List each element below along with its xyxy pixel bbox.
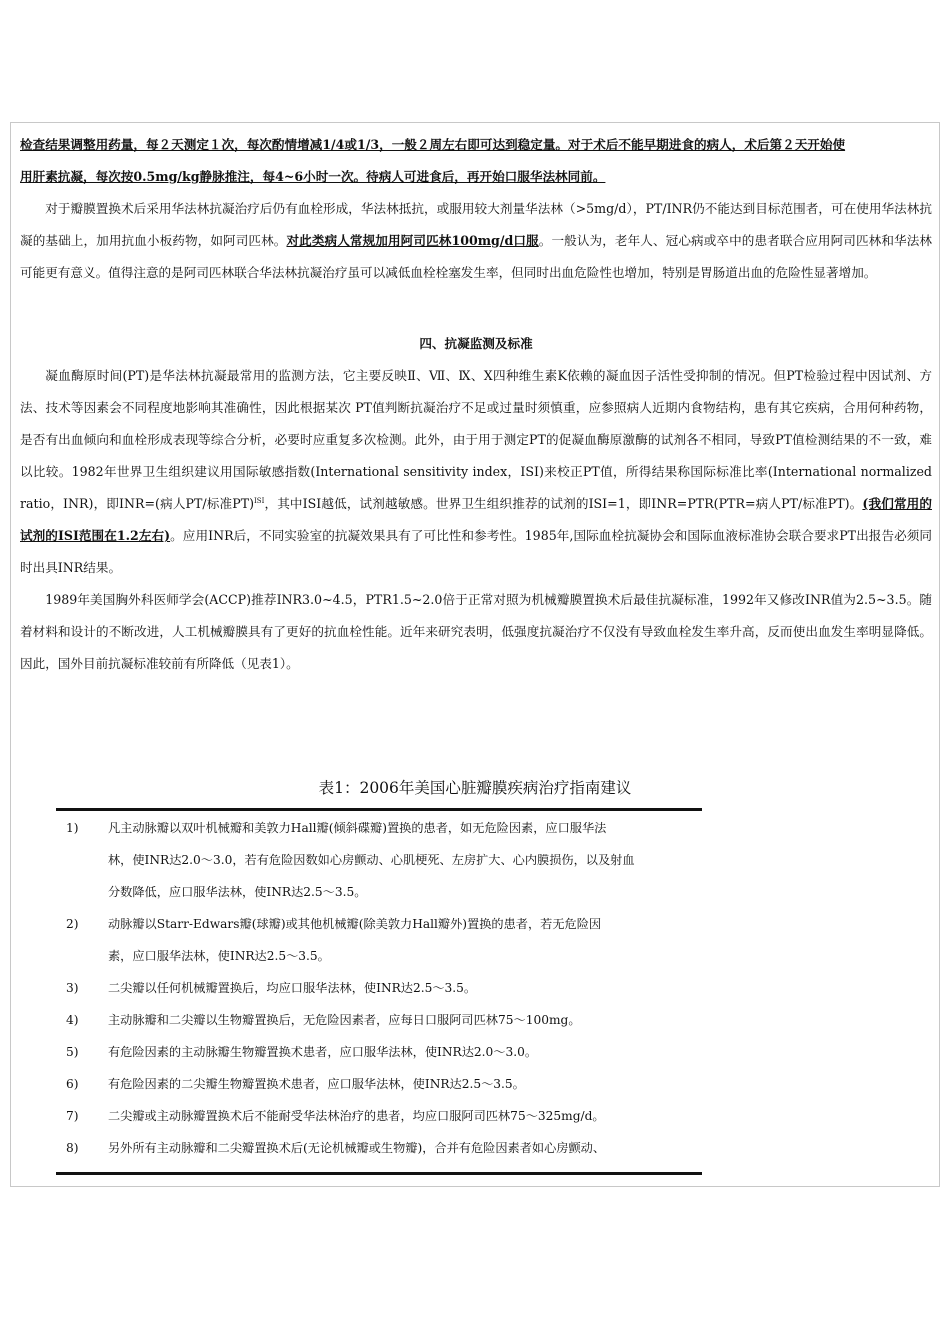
row-text: 有危险因素的二尖瓣生物瓣置换术患者，应口服华法林，使INR达2.5～3.5。 — [108, 1077, 525, 1091]
row-number: 5) — [66, 1045, 79, 1059]
table-row — [66, 1036, 696, 1068]
dosage-line-1: 检查结果调整用药量，每２天测定１次，每次酌情增减1/4或1/3，一般２周左右即可达到稳定量。对于术后不能早期进食的病人，术后第２天开始使 — [20, 137, 846, 152]
row-text: 主动脉瓣和二尖瓣以生物瓣置换后，无危险因素者，应每日口服阿司匹林75～100mg。 — [108, 1013, 581, 1027]
paragraph-accp-standard: 1989年美国胸外科医师学会(ACCP)推荐INR3.0~4.5，PTR1.5~2.0倍于正常对照为机械瓣膜置换术后最佳抗凝标准，1992年又修改INR值为2.5~3.5。随着材料和设计的不断改进，人工机械瓣膜具有了更好的抗血栓性能。近年来研究表明，低强度抗凝治疗不仅没有导致血栓发生率升高，反而使出血发生率明显降低。因此，国外目前抗凝标准较前有所降低（见表1）。 — [20, 592, 932, 671]
section-heading: 四、抗凝监测及标准 — [419, 336, 533, 351]
table-row — [66, 908, 696, 972]
row-number: 2) — [66, 917, 79, 931]
table-row — [66, 1132, 696, 1164]
paragraph-dosage-adjustment — [20, 129, 932, 193]
pt-text-end: 。应用INR后，不同实验室的抗凝效果具有了可比性和参考性。1985年,国际血栓抗凝协会和国际血液标准协会联合要求PT出报告必须同时出具INR结果。 — [20, 528, 932, 575]
paragraph-warfarin-resistance — [20, 193, 932, 289]
row-text: 另外所有主动脉瓣和二尖瓣置换术后(无论机械瓣或生物瓣)，合并有危险因素者如心房颤动、 — [108, 1141, 606, 1155]
row-number: 7) — [66, 1109, 79, 1123]
table-row — [66, 812, 696, 908]
row-number: 3) — [66, 981, 79, 995]
row-text: 动脉瓣以Starr-Edwars瓣(球瓣)或其他机械瓣(除美敦力Hall瓣外)置换的患者，若无危险因 — [108, 917, 602, 931]
isi-superscript: ISI — [254, 496, 265, 505]
paragraph-pt-monitoring — [20, 360, 932, 584]
row-number: 6) — [66, 1077, 79, 1091]
resistance-text-cont: 。一般认为，老年人、冠心病或卒中的患者联合应用阿司匹林和华法林可能更有意义。值得注意的是阿司匹林联合华法林抗凝治疗虽可以减低血栓栓塞发生率，但同时出血危险性也增加，特别是胃肠道出血的危险性显著增加。 — [20, 233, 933, 280]
row-text-cont: 分数降低，应口服华法林，使INR达2.5～3.5。 — [108, 885, 367, 899]
row-text: 二尖瓣以任何机械瓣置换后，均应口服华法林，使INR达2.5～3.5。 — [108, 981, 477, 995]
row-number: 4) — [66, 1013, 79, 1027]
row-text-cont: 素，应口服华法林，使INR达2.5～3.5。 — [108, 949, 330, 963]
table-row — [66, 1068, 696, 1100]
row-text: 有危险因素的主动脉瓣生物瓣置换术患者，应口服华法林，使INR达2.0～3.0。 — [108, 1045, 538, 1059]
row-number: 8) — [66, 1141, 79, 1155]
row-text: 凡主动脉瓣以双叶机械瓣和美敦力Hall瓣(倾斜碟瓣)置换的患者，如无危险因素，应口服华法 — [108, 821, 607, 835]
resistance-text: 对于瓣膜置换术后采用华法林抗凝治疗后仍有血栓形成，华法林抵抗，或服用较大剂量华法林（>5mg/d），PT/INR仍不能达到目标范围者，可在使用华法林抗凝的基础上，加用抗血小板药物，如阿司匹林。 — [20, 201, 932, 248]
table-title: 表1：2006年美国心脏瓣膜疾病治疗指南建议 — [318, 779, 632, 797]
aspirin-emphasis: 对此类病人常规加用阿司匹林100mg/d口服 — [286, 233, 539, 248]
table-row — [66, 972, 696, 1004]
table-bottom-rule — [56, 1172, 702, 1175]
pt-text: 凝血酶原时间(PT)是华法林抗凝最常用的监测方法，它主要反映Ⅱ、Ⅶ、Ⅸ、Ⅹ四种维生素K依赖的凝血因子活性受抑制的情况。但PT检验过程中因试剂、方法、技术等因素会不同程度地影响其准确性，因此根据某次 PT值判断抗凝治疗不足或过量时须慎重，应参照病人近期内食物结构，患有其它疾病，合用何种药物，是否有出血倾向和血栓形成表现等综合分析，必要时应重复多次检测。此外，由于用于测定PT的促凝血酶原激酶的试剂各不相同，导致PT值检测结果的不一致，难以比较。1982年世界卫生组织建议用国际敏感指数(International sensitivity index，ISI)来校正PT值，所得结果称国际标准比率(International normalized ratio，INR)，即INR=(病人PT/标准PT) — [20, 368, 932, 511]
row-text: 二尖瓣或主动脉瓣置换术后不能耐受华法林治疗的患者，均应口服阿司匹林75～325mg/d。 — [108, 1109, 605, 1123]
row-text-cont: 林，使INR达2.0～3.0，若有危险因数如心房颤动、心肌梗死、左房扩大、心内膜损伤，以及射血 — [108, 853, 635, 867]
document-body — [20, 129, 932, 680]
table-row — [66, 1100, 696, 1132]
dosage-line-2: 用肝素抗凝，每次按0.5mg/kg静脉推注，每4~6小时一次。待病人可进食后，再开始口服华法林同前。 — [20, 169, 606, 184]
guideline-table — [66, 812, 696, 1164]
row-number: 1) — [66, 821, 79, 835]
table-row — [66, 1004, 696, 1036]
isi-emphasis: (我们常用的试剂的ISI范围在1.2左右) — [20, 496, 932, 543]
pt-text-cont: ，其中ISI越低，试剂越敏感。世界卫生组织推荐的试剂的ISI=1，即INR=PTR(PTR=病人PT/标准PT)。 — [264, 496, 863, 511]
table-top-rule — [56, 808, 702, 811]
